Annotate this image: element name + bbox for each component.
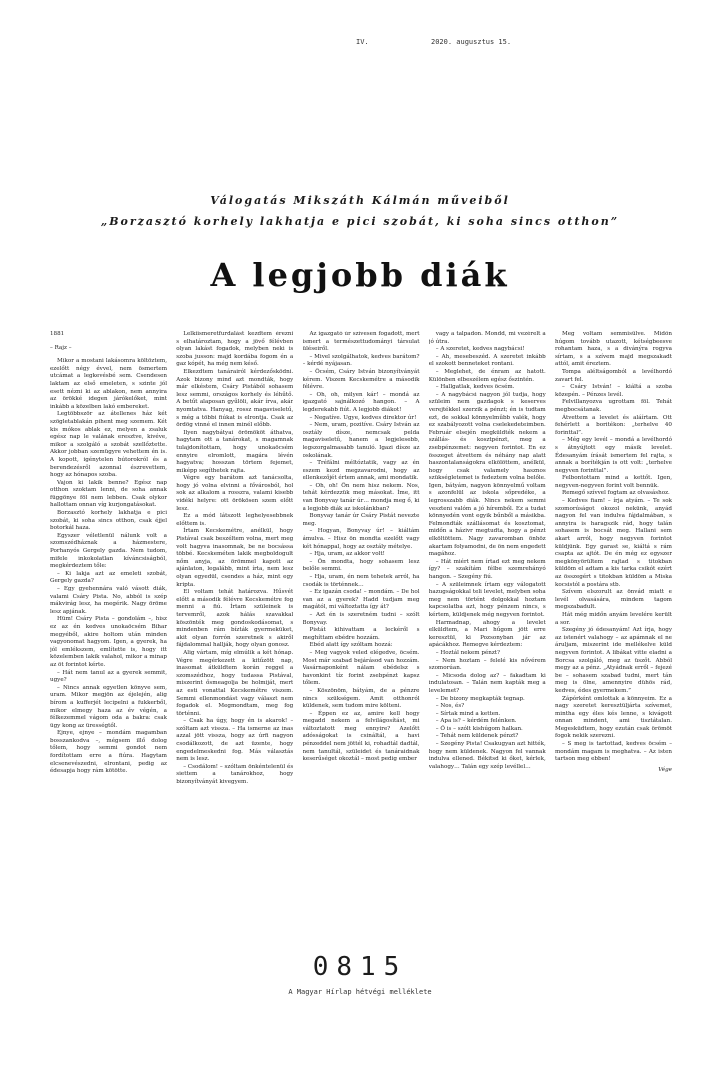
article-paragraph: Írtam Kecskemétre, anélkül, hogy Pistával csak beszéltem volna, mert meg volt hagyva inasomnak, be ne bocsássa többé. Kecskeméten lakik megboldogult nőm anyja, az örömmel kapott az ajánlaton, legalább, mint írta, nem lesz olyan egyedül, csendes a ház, mint egy kripta. xyxy=(176,528,294,588)
article-column-1 xyxy=(50,331,167,911)
article-paragraph: Az igazgató úr szívesen fogadott, mert ismert a természettudományi társulat üléseiről. xyxy=(302,331,420,353)
article-paragraph: – Kedves fiam! – írja atyám. – Te sok szomorúságot okozol nekünk, anyád nagyon fel van indulva fájdalmában, s annyira is haragszik rád, hogy talán sohasem is bocsát meg. Hallani sem akart arról, hogy negyven forintot küldjünk. Egy garast se, kiáltá s rám csapta az ajtót. De én még ez egyszer megkönyörültem rajtad s titokban küldöm el adtam a kis tarka csikót ezért az összegért s titokban küldöm a Miska kocsistól a postára stb. xyxy=(555,498,672,588)
page-number: 0815 xyxy=(312,952,408,982)
article-paragraph: Szegény jó édesanyám! Azt írja, hogy az istenért valahogy – az apámnak el ne áruljam, miszerint ide mellékelve küld negyven forintot. A libákat vitte eladni a Borcsa szolgáló, meg az üszőt. Abból megy az a pénz. „Atyádnak erről – fejezé be – sohasem szabad tudni, mert tán meg is ölne, amennyire dühös rád, kedves, édes gyermekem.” xyxy=(555,627,672,694)
article-paragraph: – Oh, oh, milyen kár! – mondá az igazgató sajnálkozó hangon. – A legderekabb fiút. A legjobb diákot! xyxy=(302,391,420,413)
kicker-line-2: „Borzasztó korhely lakhatja e pici szobát, ki soha sincs otthon” xyxy=(100,215,620,228)
article-paragraph: Felbontottam mind a kettőt. Igen, negyven-negyven forint volt bennük. xyxy=(555,475,672,489)
page-header xyxy=(0,38,720,52)
article-paragraph: – Csáry István! – kiáltá a szoba közepén. – Pénzes levél. xyxy=(555,384,672,398)
article-paragraph: – Éppen ez az, amire kell hogy megadd nekem a felvilágosítást, mi változtatott meg ennyire? Azelőtt adósságokat is csináltál, a havi pénzeddel nem jöttél ki, rohadtál dadtál, nem tanultál, szüleidet és tanáraidnak keserűséget okoztál – most pedig ember xyxy=(302,710,420,763)
article-paragraph: – Köszönöm, bátyám, de a pénzre nincs szükségem. Amit otthonról küldenek, sem tudom mire költeni. xyxy=(302,687,420,710)
article-year: 1881 xyxy=(50,331,65,337)
article-paragraph: Átvettem a levelet és aláírtam. Ott fehérlett a boritékon: „terhelve 40 forinttal”. xyxy=(555,414,672,436)
article-paragraph: – Csodálom! – szóltam önkéntelenül és siettem a tanárokhoz, hogy bizonyítványát kivegyem. xyxy=(176,763,294,786)
article-paragraph: Legtöbbször az átellenes ház két szögletablakán pihent meg szemem. Két kis mókos ablak ez, melyen a zsaluk egész nap le valának eresztve, kivéve, mikor a szolgáló a szobát szellőztette. Akkor jobban szemügyre vehettem én is. A kopott, igénytelen bútorokról és a berendezésről azonnal észrevettem, hogy az hónapos szoba. xyxy=(50,411,167,479)
article-paragraph: – Ő is – szólt kishúgom halkan. xyxy=(435,725,523,732)
article-paragraph: – Sírtak mind a ketten. xyxy=(435,710,501,717)
article-paragraph: – A nagybácsi nagyon jól tudja, hogy szüleim nem gazdagok s keserves verejtékkel szerzik a pénzt; én is tudtam ezt, de sokkal könnyelműbb valék, hogy ez szabályozott volna cselekedeteimben. Február elsején megküldték nekem a szállás- és kosztpénzt, meg a zsebpénzemet: negyven forintot. En ez összeget átvettem és néhány nap alatt haszontalanságokra elkölöttem, anélkül, hogy csak valamely hasznos szükségletemet is fedeztem volna belőle. Igen, bátyám, nagyon könnyelmű voltam s azonfelül az iskola sőpredéke, a legrosszabb diák. Nincs nekem semmi veszteni valóm a jó híremből. Ez a tudat könnyedén vont egyik bűnből a másikba. Felmondták szállásomat és kosztomat, midőn a házivr megtudta, hogy a pénzt elköltöttem. Nagy zavaromban önhöz akartam folyamodni, de ön nem engedett magához. xyxy=(428,391,546,558)
article-paragraph: Ilyen nagybátyai örömököt áthatva, hagytam ott a tanárokat, s magamnak tulajdonítottam, hogy unokaöcsém ennyire elromlott, magára lévén hagyatva; hosszan törtem fejemet, miképp segíthetek rajta. xyxy=(176,429,294,474)
article-paragraph: – Egy gyehennára való vásott diák, valami Csáry Pista. No, abból is szép mákvirág lesz, ha megérik. Nagy öröme lesz apjának. xyxy=(50,586,167,615)
article-paragraph: Borzasztó korhely lakhatja e pici szobát, ki soha sincs otthon, csak éjjel botorkál haza. xyxy=(50,510,167,532)
article-paragraph: – Ez igazán csoda! – mondám. – De hol van az a gyerek? Hadd tudjam meg magától, mi változtatta így át? xyxy=(302,589,420,611)
article-column-4 xyxy=(429,331,546,911)
article-paragraph: Mikor a mostani lakásomra költöztem, ezelőtt négy évvel, nem ösmertem utcámat a legkevésbé sem. Csendesen laktam az első emeleten, s szinte jól esett nézni ki az ablakon, nem annyira az örökké idegen járókelőket, mint inkább a közelben lakó embereket. xyxy=(50,358,167,410)
article-paragraph: Ebéd alatt így szóltam hozzá: xyxy=(309,642,393,649)
article-paragraph: – A szeretet, kedves nagybácsi! xyxy=(435,346,525,353)
article-paragraph: – Hallgatlak, kedves öcsém. xyxy=(435,384,515,391)
article-paragraph: – Tehát nem küldenek pénzt? xyxy=(435,733,519,740)
article-paragraph: – Csak ha úgy, hogy én is akarok! – szóltam azt vissza. – Ha ismerne az inas azzal jött vissza, hogy az úrfi nagyon csodálkozott, de azt üzente, hogy engedelmeskedni fog. Más választás nem is lesz. xyxy=(176,718,294,763)
article-paragraph: – A szüleimnek írtam egy válogatott hazugságokkal teli levelet, melyben soha meg nem történt dolgokkal hoztam kapcsolatba azt, hogy pénzem nincs, s kértem, küldjenek még negyven forintot. xyxy=(428,581,546,618)
article-paragraph: – Negatíve. Ugye, kedves direktor úr! xyxy=(309,414,417,421)
article-paragraph: – Hja, uram, én nem tehetek arról, ha csodák is történnek… xyxy=(302,574,420,588)
article-paragraph: Pistát kihivattam a leckéről s meghíttam ebédre hozzám. xyxy=(302,627,420,641)
article-paragraph: – Nem hoztam – felelé kis nővérem szomorúan. xyxy=(428,657,546,672)
article-paragraph: – Micsoda dolog az? – fakadtam ki indulatosan. – Talán nem kapták meg a levelemet? xyxy=(428,672,546,694)
article-paragraph: – De bizony megkapták tegnap. xyxy=(435,695,525,702)
article-paragraph: Meg voltam semmisülve. Midőn húgom tovább utazott, kétségbeesve rohantam haza, s a divánýra rogyva sírtam, s a szívem majd megszakadt attól, amit éreztem. xyxy=(555,331,672,368)
article-paragraph: – Hát miért nem írtad ezt meg nekem így? – szakítám félbe szemrehányó hangon. – Szegény fiú. xyxy=(428,558,546,580)
article-paragraph: – Ah, mesebeszéd. A szeretet inkább el szokott benneteket rontani. xyxy=(428,353,546,368)
article-paragraph: – Még egy levél – mondá a levélhordó s átnyújtott egy másik levelet. Édesanyám írását ismertem fel rajta, s annak a borítékján is ott volt: „terhelve negyven forinttal”. xyxy=(555,437,672,474)
article-paragraph: Elkezdtem tanárairól kérdezősködni. Azok bizony mind azt mondták, hogy már elkéstem, Csáry Pistából sohasem lesz semmi, országos korhely és léhűtő. A betűt alaposan gyűlöli, akár írva, akár nyomtatva. Hanyag, rossz magaviseletű, s még a többi fiúkat is elrontja. Csak az ördög vinné el innen minél előbb. xyxy=(176,368,294,429)
article-paragraph: Egyszer véletlenül nálunk volt a szomszédháznak a házmestere, Porhanyós Gergely gazda. Nem tudom, mifele inkokolatlan kíváncsiságból, megkérdeztem tőle: xyxy=(50,532,167,570)
issue-date: 2020. augusztus 15. xyxy=(431,38,512,46)
article-paragraph: – Meglehet, de énram az hatott. Különben elbeszélem egész őszintén. xyxy=(428,368,546,383)
article-paragraph: Hüm! Csáry Pista – gondolám –, hisz ez az én kedves unokaöcsém Bihar megyéből, akire holtom után minden vagyonomat hagyom. Igen, a gyerek, ha jól emlékszem, említette is, hogy itt közelemben lakik valahol, mikor a minap az öt forintot kérte. xyxy=(50,616,167,668)
article-paragraph: Harmadnap, ahogy a levelet elküldtem, a Mari hűgom jött erre keresztül, ki Pozsonyban jár az apácákhoz. Remegve kérdeztem: xyxy=(428,619,546,649)
article-paragraph: – Ön mondta, hogy sohasem lesz belőle semmi. xyxy=(302,558,420,573)
article-paragraph: – Oh, oh! Ön nem hisz nekem. Nos, tehát kérdezzük meg másokat. Íme, itt van Bonyvay tanár úr… mondja meg ő, ki a legjobb diák az iskolánkban? xyxy=(302,482,420,512)
article-paragraph: Alig vártam, míg elmúlik a két hónap. Végre megérkezett a kitűzött nap, inasomat átküldtem korán reggel a szomszédhoz, hogy tudassa Pistával, miszerint ősmeagolja be holmiját, mert az esti vonattal Kecskemétre viszem. Semmi ellenmondást vagy választ nem fogadok el. Megmondtam, meg fog történni. xyxy=(176,649,294,717)
kicker xyxy=(0,190,720,232)
article-paragraph: vagy a talpadon. Mondd, mi vezérelt a jó útra. xyxy=(428,331,546,345)
article-paragraph: – Öcsém, Csáry István bizonyítványát kérem. Viszem Kecskemétre a második félévre. xyxy=(302,368,420,391)
article-paragraph: – Tréfálni méltóztatik, vagy az én eszem kezd megzavarodni, hogy az ellenkezőjét értem annak, ami mondatik. xyxy=(302,460,420,482)
article-paragraph: – Mivel szolgálhatok, kedves barátom? – kérdé nyájasan. xyxy=(302,353,420,368)
article-paragraph: – Meg vagyok veled elégedve, öcsém. Most már szabad bejárásod van hozzám. Vasárnaponként nálam ebédelsz s havonkint tíz forint zsebpénzt kapsz tőlem. xyxy=(302,649,420,687)
article-paragraph: Hát még midőn anyám levelére került a sor. xyxy=(555,611,672,626)
article-paragraph: Bonyvay tanár úr Csáry Pistát nevezte meg. xyxy=(302,513,420,527)
article-paragraph: Ejnye, ejnye – mondám magamban bosszankodva –, mégsem illő dolog tőlem, hogy semmi gondot nem fordítottam erre a fiúra. Hagytam elcsenevészedni, elrontani, pedig az édesapja hogy rám kötötte. xyxy=(50,730,167,775)
article-paragraph: – Hát nem tanul az a gyerek semmit, ugye? xyxy=(50,669,167,684)
article-column-2 xyxy=(176,331,293,911)
article-paragraph: – Ki lakja azt az emeleti szobát, Gergely gazda? xyxy=(50,570,167,585)
end-mark: Vége xyxy=(658,766,672,773)
article-paragraph: – Nem, uram, pozitíve. Csáry István az osztály dísze, nemcsak pelda magaviseletű, hanem a legjelesebb, legszorgalmasabb tanuló. Igazi dísze az oskolának. xyxy=(302,422,420,459)
kicker-line-1: Válogatás Mikszáth Kálmán műveiből xyxy=(210,194,510,207)
article-paragraph: Szívem elszorult az önvád miatt e levél olvasására, mindem tagom megszabadult. xyxy=(555,589,672,611)
article-paragraph: Vajon ki lakik benne? Egész nap otthon szoktam lenni, de soha annak függönye föl nem lebben. Csak olykor hallottam onnan víg kurjongatásokat. xyxy=(50,479,167,509)
article-paragraph: – Hja, uram, az akkor volt! xyxy=(309,551,385,558)
article-column-3 xyxy=(303,331,420,911)
article-byline: – Rajz – xyxy=(50,344,72,351)
footer-text: A Magyar Hírlap hétvégi melléklete xyxy=(288,988,432,996)
article-paragraph: – Nincs annak egyetlen könyve sem, uram. Mikor megjön az éjelején, alig bírom a kufferjét lecipelni a fukkerből, mikor elmegy haza az év végén, a félkezemmel vágom oda a bakra: csak ügy kong az ürességtől. xyxy=(50,684,167,729)
article-paragraph: – Szegény Pista! Csakugyan azt hitték, hogy nem küldenek. Nagyon fel vannak indulva ellened. Békitsd ki őket, kérlek, valahogy… Talán egy szép levéllel… xyxy=(428,741,546,770)
article-paragraph: Ez a mód látszott leghelyesebbnek előttem is. xyxy=(176,513,294,527)
article-paragraph: – Azt én is szeretném tudni – szólt Bonyvay. xyxy=(302,611,420,626)
article-paragraph: – Nos, és? xyxy=(435,703,465,710)
article-paragraph: Zápórként omlottak a könnyeim. Ez a nagy szeretet keresztüljárta szívemet, mintha egy éles kés lenne, s kivágott onnan mindent, ami tisztátalan. Megesküdtem, hogy ezután csak örömöt fogok nekik szerezni. xyxy=(555,695,672,740)
article-paragraph: – Apa is? – kérdém felénken. xyxy=(435,718,517,725)
article-paragraph: Felvillanyozva ugrottam föl. Tehát megbocsátanak. xyxy=(555,399,672,413)
article-paragraph: El voltam tehát határozva. Hűsvét előtt a második félévre Kecskemétre fog menni a fiú. Írtam szüleinek is tervemről, azok hálás szavakkal köszönték meg gondoskodásomat, s mindenben rám bízták gyermeküket, akit olyan forrón szeretnek s akiről fájdalommal hallják, hogy olyan gonosz. xyxy=(176,589,294,649)
article-paragraph: Lelkiismeretfurdalást kezdtem érezni s elhatároztam, hogy a jövő félévben olyan lakást fogadok, melyben neki is szoba jusson: majd kordába fogom én a gaz kópét, ha még nem késő. xyxy=(176,331,294,368)
article-title: A legjobb diák xyxy=(210,256,510,294)
article-paragraph: Remegő szívvel fogtam az olvasáshoz. xyxy=(562,490,670,497)
article-paragraph: – Hogyan, Bonyvay úr! – kiáltám ámulva. – Hisz ön mondta ezelőtt vagy két hónappal, hogy az osztály mételye. xyxy=(302,528,420,550)
article-body xyxy=(50,331,672,911)
article-paragraph: – Hoztál nekem pénzt? xyxy=(435,649,501,656)
article-paragraph: Tompa aléltságomból a levélhordó zavart fel. xyxy=(555,368,672,383)
article-column-5 xyxy=(555,331,672,911)
article-paragraph: – S meg is tartottad, kedves öcsém – mondám magam is meghatva. – Az isten tartson meg ebben! xyxy=(555,741,672,763)
article-paragraph: Végre egy barátom azt tanácsolta, hogy jó volna elvinni a fővárosból, hol sok az alkalom a rosszra, valami kisebb vidéki helyre: ott örökösen szem előtt lesz. xyxy=(176,475,294,512)
issue-number: IV. xyxy=(356,38,369,46)
